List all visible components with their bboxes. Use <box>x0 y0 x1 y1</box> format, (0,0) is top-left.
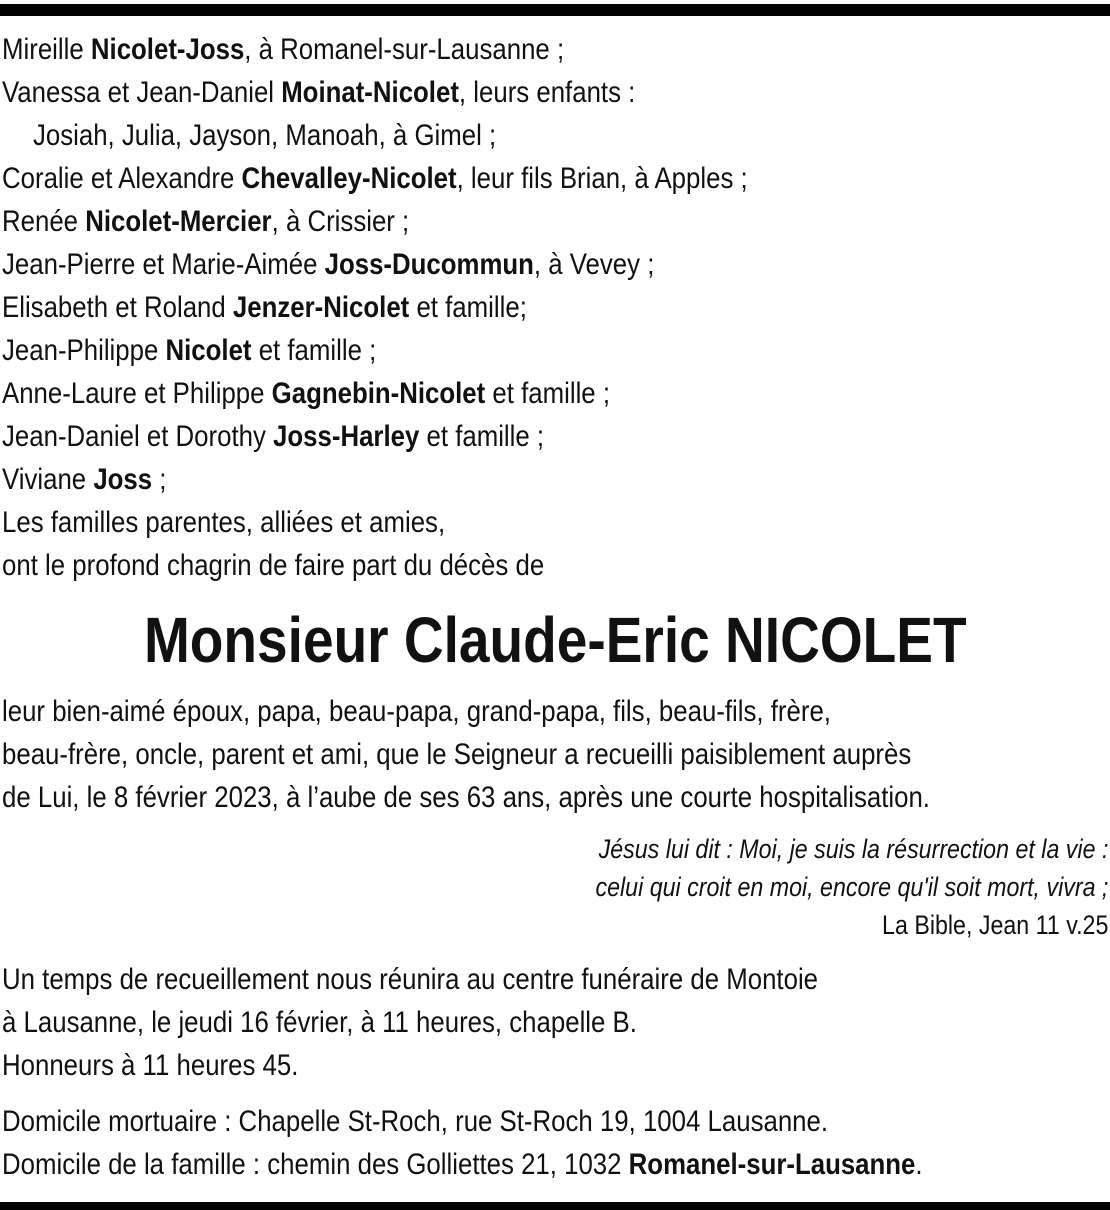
deceased-name: Monsieur Claude-Eric NICOLET <box>143 604 967 676</box>
verse-line: Jésus lui dit : Moi, je suis la résurrection et la vie : <box>598 834 1108 864</box>
bottom-rule <box>0 1202 1110 1210</box>
mortuary-address: Domicile mortuaire : Chapelle St-Roch, rue St-Roch 19, 1004 Lausanne. <box>2 1105 829 1138</box>
family-line: Jean-Pierre et Marie-Aimée Joss-Ducommun, à Vevey ; <box>2 248 655 281</box>
family-line: Anne-Laure et Philippe Gagnebin-Nicolet et famille ; <box>2 377 611 410</box>
bible-verse <box>512 830 1108 944</box>
family-line: Elisabeth et Roland Jenzer-Nicolet et famille; <box>2 291 527 324</box>
ceremony-line: à Lausanne, le jeudi 16 février, à 11 heures, chapelle B. <box>2 1006 637 1039</box>
family-line: Coralie et Alexandre Chevalley-Nicolet, leur fils Brian, à Apples ; <box>2 162 748 195</box>
family-line: Renée Nicolet-Mercier, à Crissier ; <box>2 205 410 238</box>
family-line: Mireille Nicolet-Joss, à Romanel-sur-Lausanne ; <box>2 33 565 66</box>
family-line: Viviane Joss ; <box>2 463 167 496</box>
verse-source: La Bible, Jean 11 v.25 <box>881 910 1108 940</box>
deceased-biography <box>2 690 1110 819</box>
family-line: Vanessa et Jean-Daniel Moinat-Nicolet, leurs enfants : <box>2 76 636 109</box>
bio-line: leur bien-aimé époux, papa, beau-papa, grand-papa, fils, beau-fils, frère, <box>2 695 831 728</box>
family-line-children: Josiah, Julia, Jayson, Manoah, à Gimel ; <box>32 119 497 152</box>
bio-line: de Lui, le 8 février 2023, à l’aube de ses 63 ans, après une courte hospitalisation. <box>2 781 930 814</box>
ceremony-info <box>2 958 1110 1087</box>
ceremony-line: Honneurs à 11 heures 45. <box>2 1049 299 1082</box>
family-line-relatives: Les familles parentes, alliées et amies, <box>2 506 446 539</box>
family-line: Jean-Philippe Nicolet et famille ; <box>2 334 377 367</box>
ceremony-line: Un temps de recueillement nous réunira au centre funéraire de Montoie <box>2 963 819 996</box>
verse-line: celui qui croit en moi, encore qu'il soit mort, vivra ; <box>595 872 1108 902</box>
address-info <box>2 1100 1110 1186</box>
bio-line: beau-frère, oncle, parent et ami, que le Seigneur a recueilli paisiblement auprès <box>2 738 912 771</box>
family-line: Jean-Daniel et Dorothy Joss-Harley et famille ; <box>2 420 545 453</box>
top-rule <box>0 4 1110 16</box>
family-list <box>2 28 1108 587</box>
announcement-intro: ont le profond chagrin de faire part du décès de <box>2 549 545 582</box>
family-address: Domicile de la famille : chemin des Golliettes 21, 1032 Romanel-sur-Lausanne. <box>2 1148 923 1181</box>
